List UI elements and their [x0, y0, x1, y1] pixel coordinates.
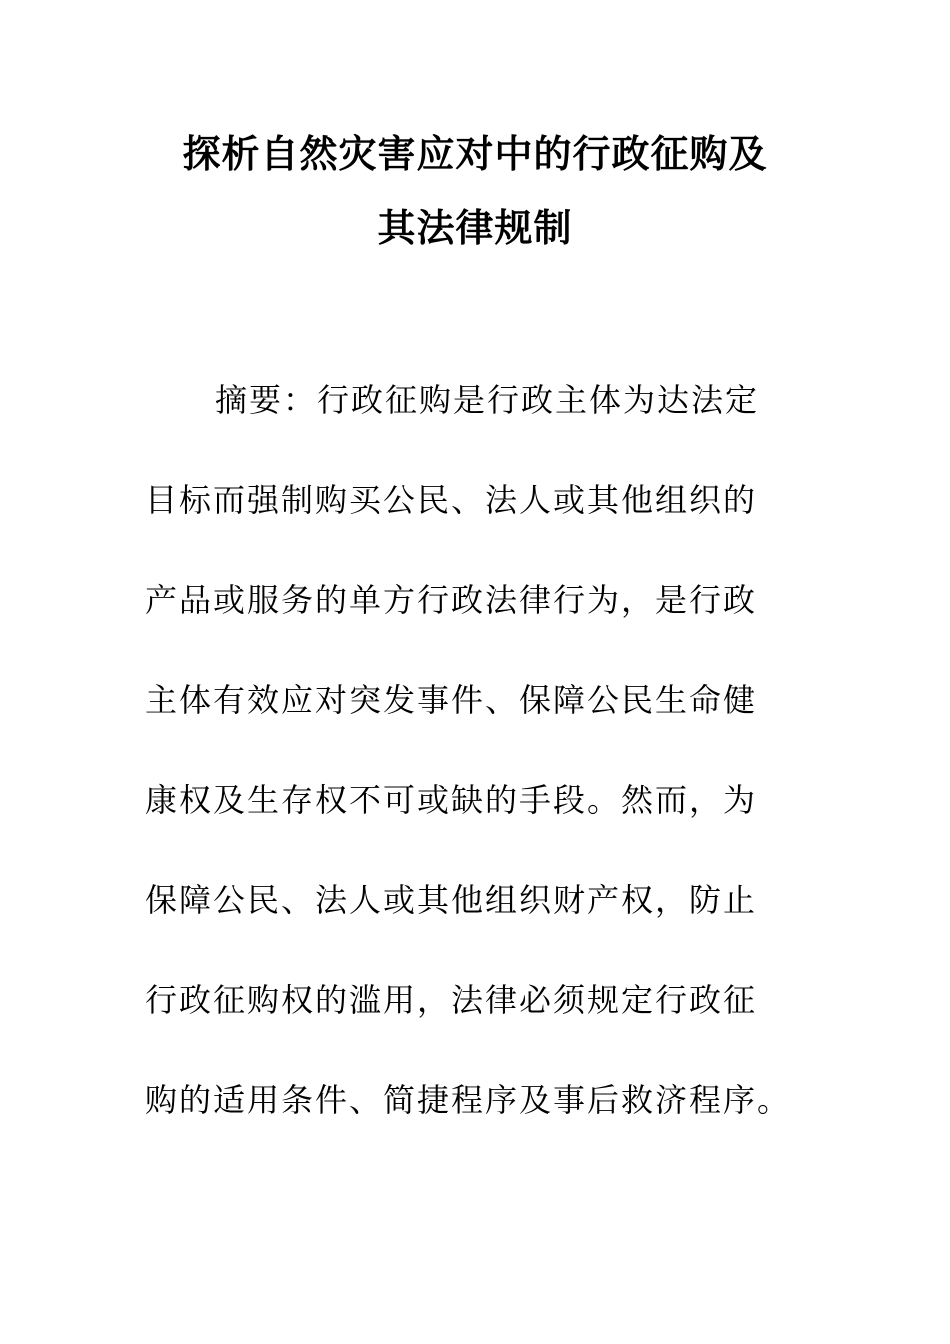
- abstract-line-8: 购的适用条件、简捷程序及事后救济程序。: [145, 1081, 792, 1119]
- abstract-line-5: 康权及生存权不可或缺的手段。然而，为: [145, 781, 758, 819]
- abstract-line-2: 目标而强制购买公民、法人或其他组织的: [145, 481, 758, 519]
- abstract-line-6: 保障公民、法人或其他组织财产权，防止: [145, 881, 758, 919]
- document-title-line-2: 其法律规制: [377, 206, 573, 250]
- abstract-line-4: 主体有效应对突发事件、保障公民生命健: [145, 681, 758, 719]
- abstract-line-3: 产品或服务的单方行政法律行为，是行政: [145, 581, 758, 619]
- abstract-line-1: 摘要：行政征购是行政主体为达法定: [215, 381, 760, 419]
- document-title-line-1: 探析自然灾害应对中的行政征购及: [182, 132, 768, 176]
- abstract-line-7: 行政征购权的滥用，法律必须规定行政征: [145, 981, 758, 1019]
